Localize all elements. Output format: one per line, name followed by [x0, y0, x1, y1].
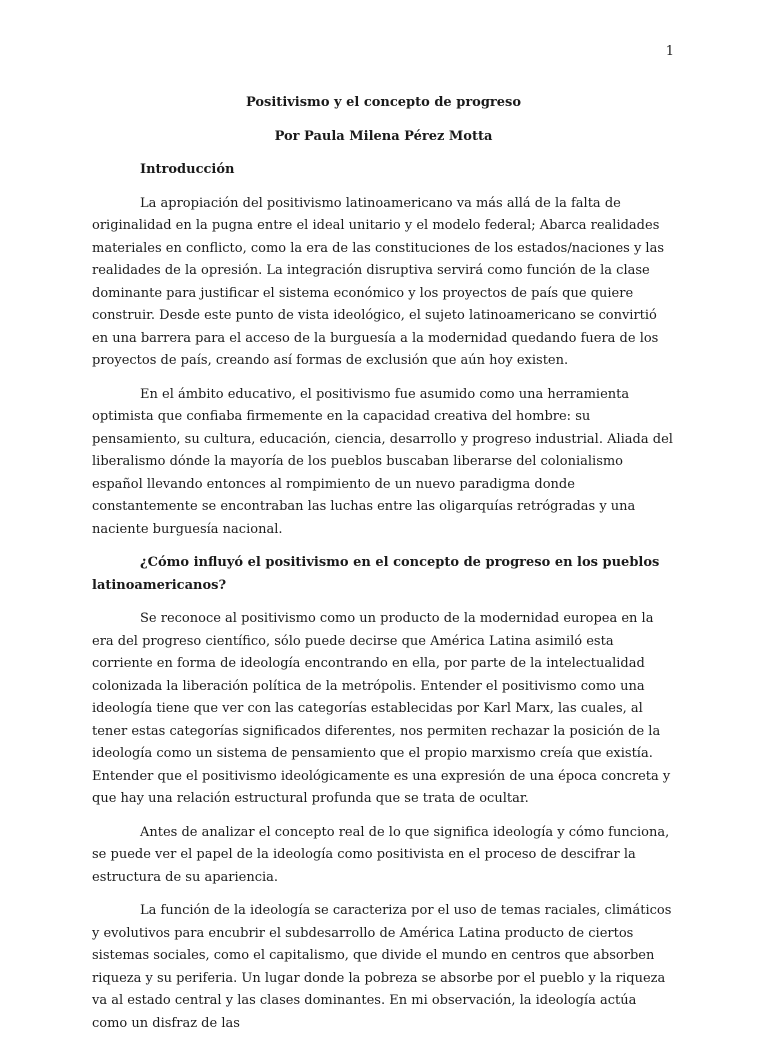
- paragraph: Se reconoce al positivismo como un producto de la modernidad europea en la era del progreso científico, sólo puede decirse que América Latina asimiló esta corriente en forma de ideología encontrando en ella, por parte de la intelectualidad colonizada la liberación política de la metrópolis. Entender el positivismo como una ideología tiene que ver con las categorías establecidas por Karl Marx, las cuales, al tener estas categorías significados diferentes, nos permiten rechazar la posición de la ideología como un sistema de pensamiento que el propio marxismo creía que existía. Entender que el positivismo ideológicamente es una expresión de una época concreta y que hay una relación estructural profunda que se trata de ocultar.: [92, 611, 671, 806]
- paragraph: La función de la ideología se caracteriza por el uso de temas raciales, climáticos y evolutivos para encubrir el subdesarrollo de América Latina producto de ciertos sistemas sociales, como el capitalismo, que divide el mundo en centros que absorben riqueza y su periferia. Un lugar donde la pobreza se absorbe por el pueblo y la riqueza va al estado central y las clases dominantes. En mi observación, la ideología actúa como un disfraz de las: [92, 903, 672, 1031]
- page-number: 1: [665, 44, 674, 59]
- paragraph: La apropiación del positivismo latinoamericano va más allá de la falta de originalidad en la pugna entre el ideal unitario y el modelo federal; Abarca realidades materiales en conflicto, como la era de las constituciones de los estados/naciones y las realidades de la opresión. La integración disruptiva servirá como función de la clase dominante para justificar el sistema económico y los proyectos de país que quiere construir. Desde este punto de vista ideológico, el sujeto latinoamericano se convirtió en una barrera para el acceso de la burguesía a la modernidad quedando fuera de los proyectos de país, creando así formas de exclusión que aún hoy existen.: [92, 195, 665, 368]
- paragraph: En el ámbito educativo, el positivismo fue asumido como una herramienta optimista que confiaba firmemente en la capacidad creativa del hombre: su pensamiento, su cultura, educación, ciencia, desarrollo y progreso industrial. Aliada del liberalismo dónde la mayoría de los pueblos buscaban liberarse del colonialismo español llevando entonces al rompimiento de un nuevo paradigma donde constantemente se encontraban las luchas entre las oligarquías retrógradas y una naciente burguesía nacional.: [92, 386, 673, 537]
- document-title: Positivismo y el concepto de progreso: [245, 95, 522, 110]
- document-body: [92, 92, 675, 1046]
- section-heading-introduction: Introducción: [140, 162, 235, 177]
- paragraph: Antes de analizar el concepto real de lo que significa ideología y cómo funciona, se puede ver el papel de la ideología como positivista en el proceso de descifrar la estructura de su apariencia.: [92, 824, 670, 885]
- document-author: Por Paula Milena Pérez Motta: [274, 128, 493, 144]
- section-heading-question: ¿Cómo influyó el positivismo en el concepto de progreso en los pueblos latinoamericanos?: [92, 555, 660, 593]
